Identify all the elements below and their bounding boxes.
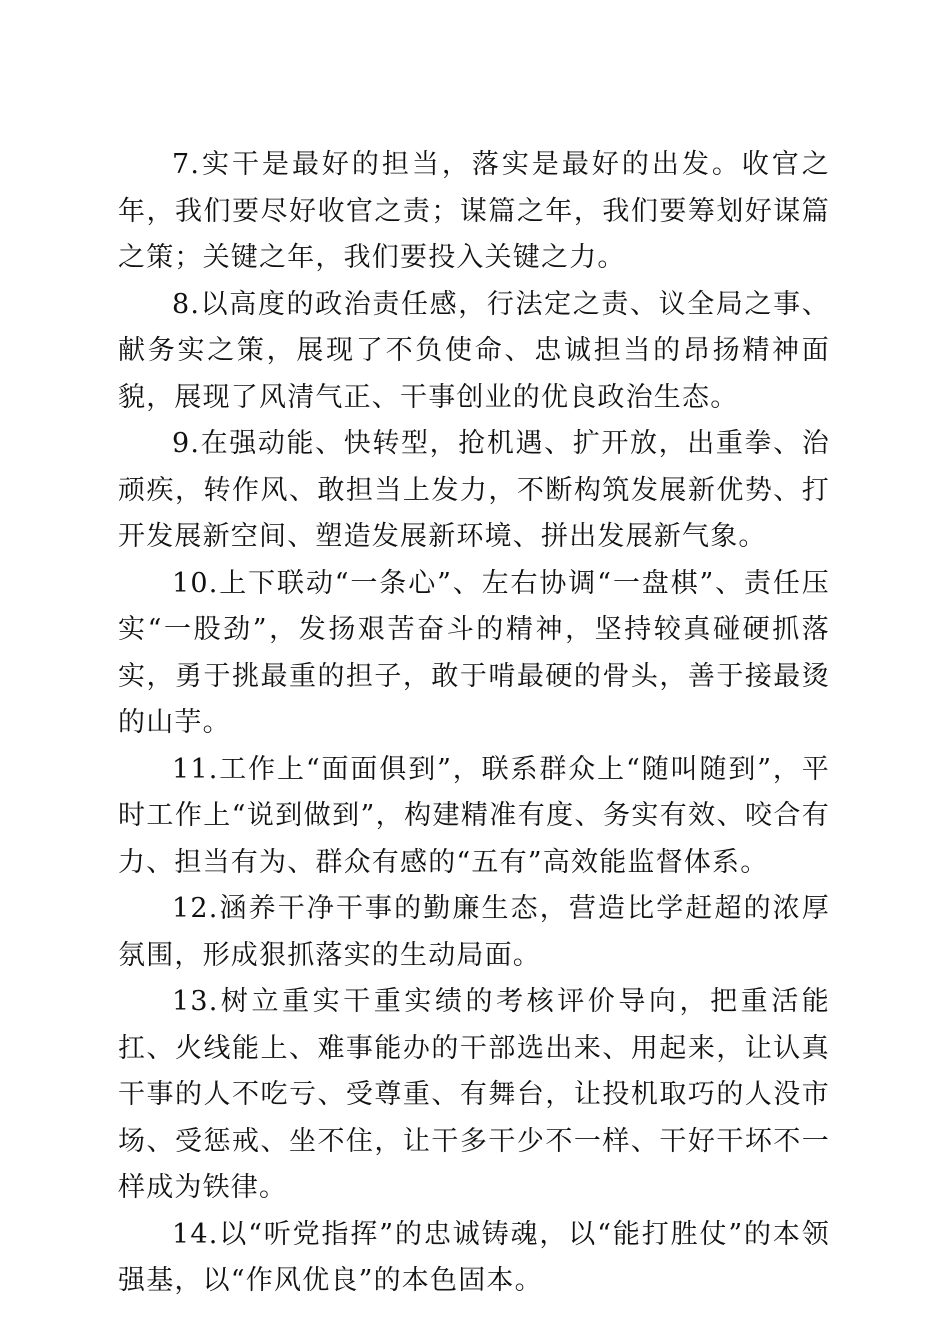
paragraph-10 <box>118 561 830 747</box>
paragraph-text: 以“听党指挥”的忠诚铸魂，以“能打胜仗”的本领强基，以“作风优良”的本色固本。 <box>118 1218 830 1296</box>
paragraph-number: 7. <box>172 149 201 180</box>
paragraph-text: 以高度的政治责任感，行法定之责、议全局之事、献务实之策，展现了不负使命、忠诚担当的昂扬精神面貌，展现了风清气正、干事创业的优良政治生态。 <box>118 288 830 413</box>
paragraph-12 <box>118 886 830 979</box>
paragraph-number: 8. <box>172 288 201 320</box>
paragraph-number: 11. <box>172 753 219 785</box>
paragraph-13 <box>118 979 830 1212</box>
paragraph-11 <box>118 747 830 887</box>
paragraph-number: 13. <box>172 986 219 1017</box>
paragraph-text: 工作上“面面俱到”，联系群众上“随叫随到”，平时工作上“说到做到”，构建精准有度、务实有效、咬合有力、担当有为、群众有感的“五有”高效能监督体系。 <box>118 753 830 878</box>
paragraph-14 <box>118 1212 830 1305</box>
paragraph-text: 在强动能、快转型，抢机遇、扩开放，出重拳、治顽疾，转作风、敢担当上发力，不断构筑发展新优势、打开发展新空间、塑造发展新环境、拼出发展新气象。 <box>118 428 830 552</box>
paragraph-number: 14. <box>172 1218 219 1250</box>
paragraph-number: 10. <box>172 567 219 599</box>
paragraph-number: 9. <box>172 428 201 459</box>
paragraph-text: 上下联动“一条心”、左右协调“一盘棋”、责任压实“一股劲”，发扬艰苦奋斗的精神，坚持较真碰硬抓落实，勇于挑最重的担子，敢于啃最硬的骨头，善于接最烫的山芋。 <box>118 567 830 738</box>
document-body <box>118 142 830 1305</box>
paragraph-7 <box>118 142 830 282</box>
paragraph-8 <box>118 282 830 422</box>
paragraph-number: 12. <box>172 893 219 924</box>
paragraph-text: 树立重实干重实绩的考核评价导向，把重活能扛、火线能上、难事能办的干部选出来、用起来，让认真干事的人不吃亏、受尊重、有舞台，让投机取巧的人没市场、受惩戒、坐不住，让干多干少不一样、干好干坏不一样成为铁律。 <box>118 986 830 1203</box>
paragraph-text: 实干是最好的担当，落实是最好的出发。收官之年，我们要尽好收官之责；谋篇之年，我们要筹划好谋篇之策；关键之年，我们要投入关键之力。 <box>118 149 830 273</box>
paragraph-text: 涵养干净干事的勤廉生态，营造比学赶超的浓厚氛围，形成狠抓落实的生动局面。 <box>118 893 830 971</box>
paragraph-9 <box>118 421 830 561</box>
